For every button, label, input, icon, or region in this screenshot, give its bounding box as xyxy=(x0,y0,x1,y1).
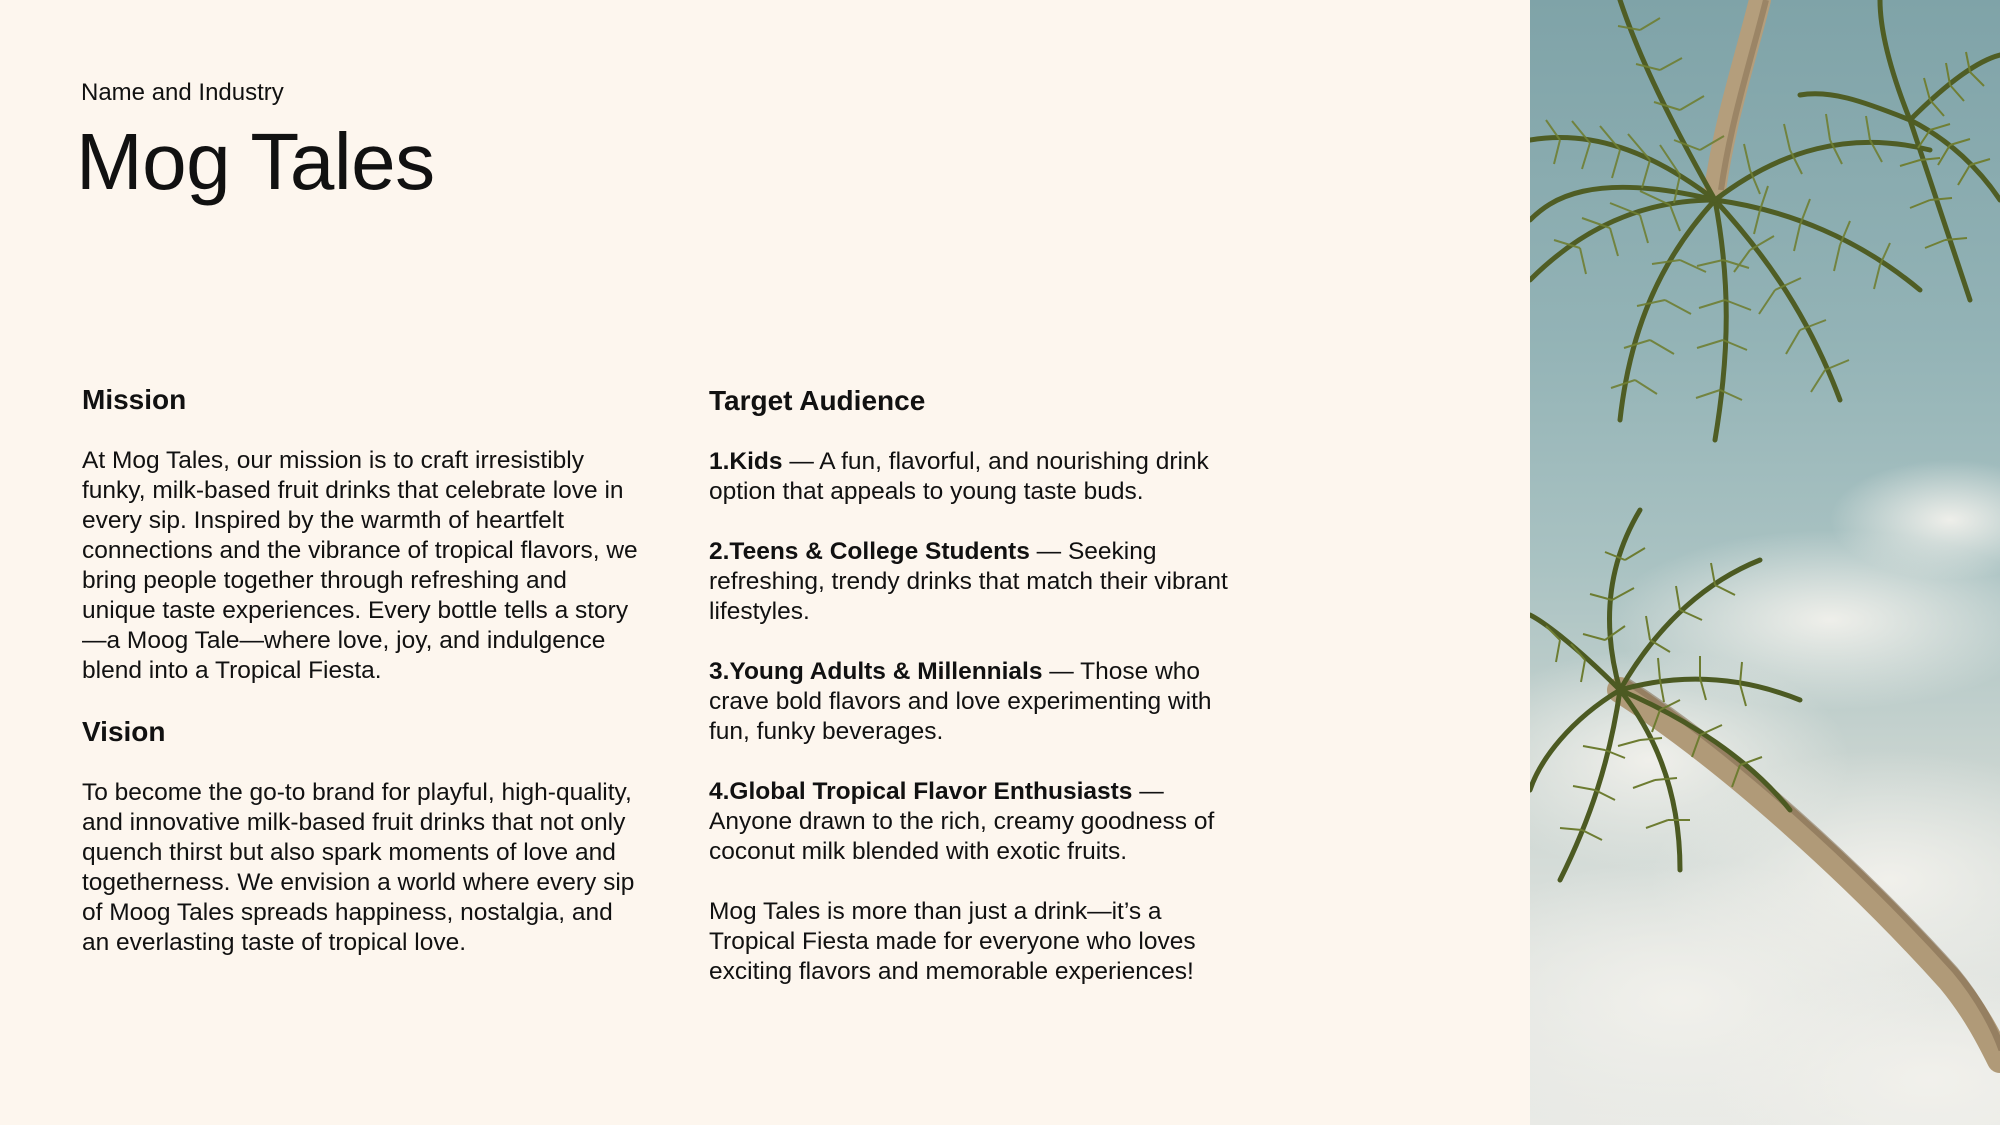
audience-item xyxy=(709,777,1229,867)
audience-item-label: 3.Young Adults & Millennials xyxy=(709,658,1043,685)
audience-item xyxy=(709,657,1229,747)
mission-vision-column xyxy=(82,380,642,958)
palm-trunk xyxy=(1715,0,1760,190)
audience-item-label: 1.Kids xyxy=(709,448,783,475)
audience-item-label: 2.Teens & College Students xyxy=(709,538,1030,565)
target-audience-heading: Target Audience xyxy=(709,385,926,416)
audience-item-label: 4.Global Tropical Flavor Enthusiasts xyxy=(709,778,1133,805)
page-title: Mog Tales xyxy=(76,117,435,206)
palm-trees-illustration xyxy=(1530,0,2000,1125)
vision-heading: Vision xyxy=(82,716,166,747)
audience-item xyxy=(709,537,1229,627)
section-eyebrow: Name and Industry xyxy=(81,79,284,106)
audience-closing: Mog Tales is more than just a drink—it’s a Tropical Fiesta made for everyone who loves exciting flavors and memorable experiences! xyxy=(709,898,1196,985)
audience-item-text: — Those who crave bold flavors and love experimenting with fun, funky beverages. xyxy=(709,658,1212,745)
target-audience-column xyxy=(709,381,1229,987)
audience-item xyxy=(709,447,1229,507)
palm-trees-photo xyxy=(1530,0,2000,1125)
palm-fronds xyxy=(1800,0,2000,300)
audience-item-text: — Seeking refreshing, trendy drinks that match their vibrant lifestyles. xyxy=(709,538,1228,625)
audience-item-text: — A fun, flavorful, and nourishing drink option that appeals to young taste buds. xyxy=(709,448,1209,505)
mission-heading: Mission xyxy=(82,384,187,415)
audience-item-text: — Anyone drawn to the rich, creamy goodness of coconut milk blended with exotic fruits. xyxy=(709,778,1215,865)
vision-body: To become the go-to brand for playful, high-quality, and innovative milk-based fruit drinks that not only quench thirst but also spark moments of love and togetherness. We envision a world where every sip of Moog Tales spreads happiness, nostalgia, and an everlasting taste of tropical love. xyxy=(82,779,635,956)
mission-body: At Mog Tales, our mission is to craft irresistibly funky, milk-based fruit drinks that celebrate love in every sip. Inspired by the warmth of heartfelt connections and the vibrance of tropical flavors, we bring people together through refreshing and unique taste experiences. Every bottle tells a story—a Moog Tale—where love, joy, and indulgence blend into a Tropical Fiesta. xyxy=(82,447,638,684)
